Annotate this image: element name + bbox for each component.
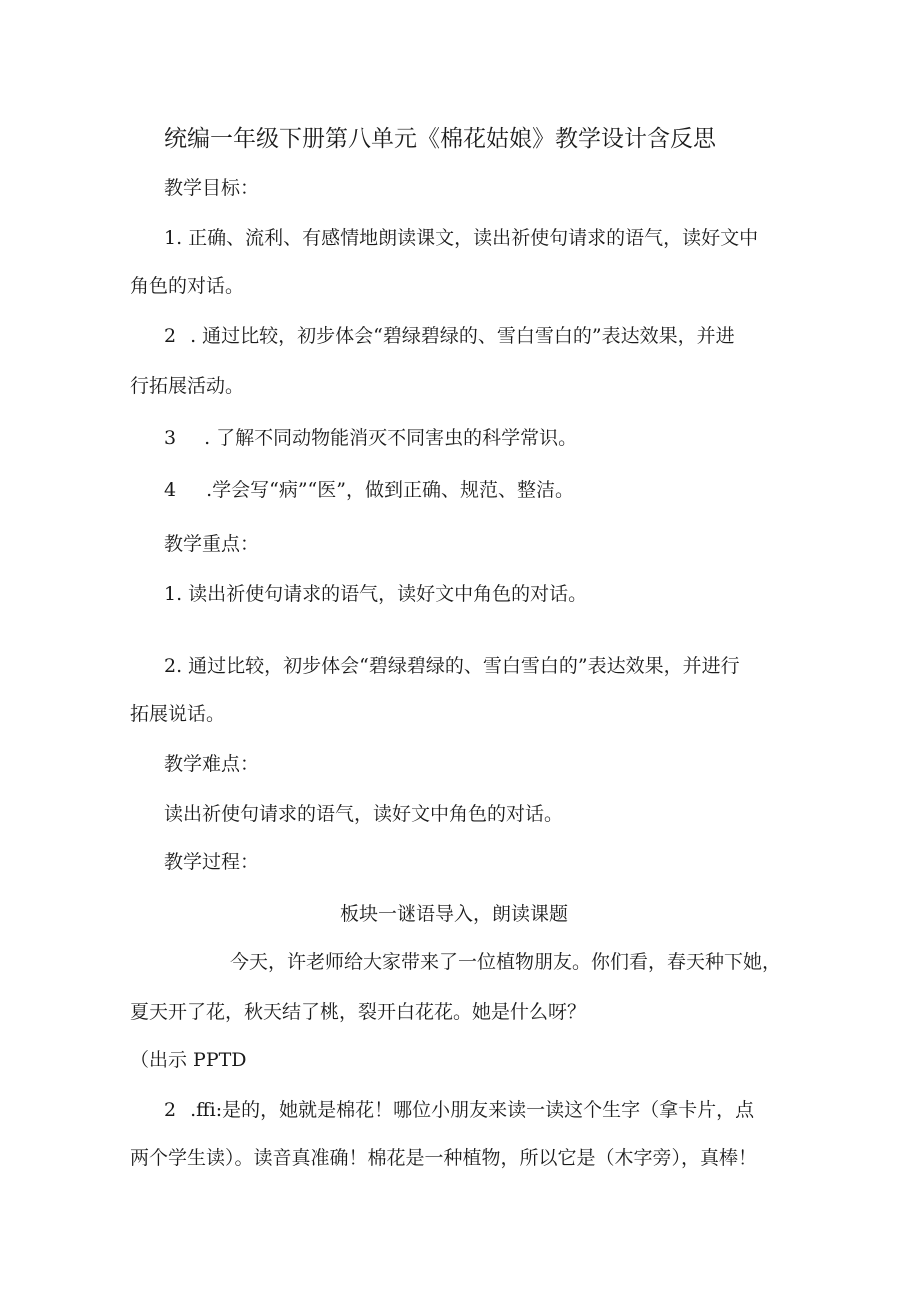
paragraph-2-number: 2 <box>164 1099 177 1121</box>
objective-1-line-2: 角色的对话。 <box>130 275 245 297</box>
paragraph-2-text: .ffi:是的，她就是棉花！哪位小朋友来读一读这个生字（拿卡片，点 <box>190 1099 755 1121</box>
key-point-1: 1. 读出祈使句请求的语气，读好文中角色的对话。 <box>164 583 588 605</box>
objective-4-text: .学会写“病”“医”，做到正确、规范、整洁。 <box>206 479 574 501</box>
objectives-heading: 教学目标： <box>164 177 260 199</box>
key-points-heading: 教学重点： <box>164 533 260 555</box>
section-title: 板块一谜语导入，朗读课题 <box>340 903 569 925</box>
paragraph-2-line-1 <box>164 1098 754 1122</box>
objective-2-text: . 通过比较，初步体会“碧绿碧绿的、雪白雪白的”表达效果，并进 <box>190 325 735 347</box>
objective-4 <box>164 478 574 502</box>
key-point-2-line-1: 2. 通过比较，初步体会“碧绿碧绿的、雪白雪白的”表达效果，并进行 <box>164 655 740 677</box>
objective-1-line-1: 1. 正确、流利、有感情地朗读课文，读出祈使句请求的语气，读好文中 <box>164 227 759 249</box>
difficulty-text: 读出祈使句请求的语气，读好文中角色的对话。 <box>164 803 564 825</box>
intro-paragraph-line-1: 今天，许老师给大家带来了一位植物朋友。你们看，春天种下她， <box>230 951 782 973</box>
process-heading: 教学过程： <box>164 851 260 873</box>
difficulty-heading: 教学难点： <box>164 753 260 775</box>
objective-2-line-1 <box>164 324 735 348</box>
objective-3 <box>164 426 577 450</box>
objective-3-text: . 了解不同动物能消灭不同害虫的科学常识。 <box>204 427 578 449</box>
objective-4-number: 4 <box>164 479 177 501</box>
paragraph-2-line-2: 两个学生读）。读音真准确！棉花是一种植物，所以它是（木字旁），真棒！ <box>130 1147 758 1169</box>
objective-2-number: 2 <box>164 325 177 347</box>
show-ppt-note: （出示 PPTD <box>130 1049 247 1071</box>
objective-2-line-2: 行拓展活动。 <box>130 375 245 397</box>
intro-paragraph-line-2: 夏天开了花，秋天结了桃，裂开白花花。她是什么呀？ <box>130 1001 587 1023</box>
document-title: 统编一年级下册第八单元《棉花姑娘》教学设计含反思 <box>164 126 716 152</box>
objective-3-number: 3 <box>164 427 177 449</box>
key-point-2-line-2: 拓展说话。 <box>130 703 226 725</box>
